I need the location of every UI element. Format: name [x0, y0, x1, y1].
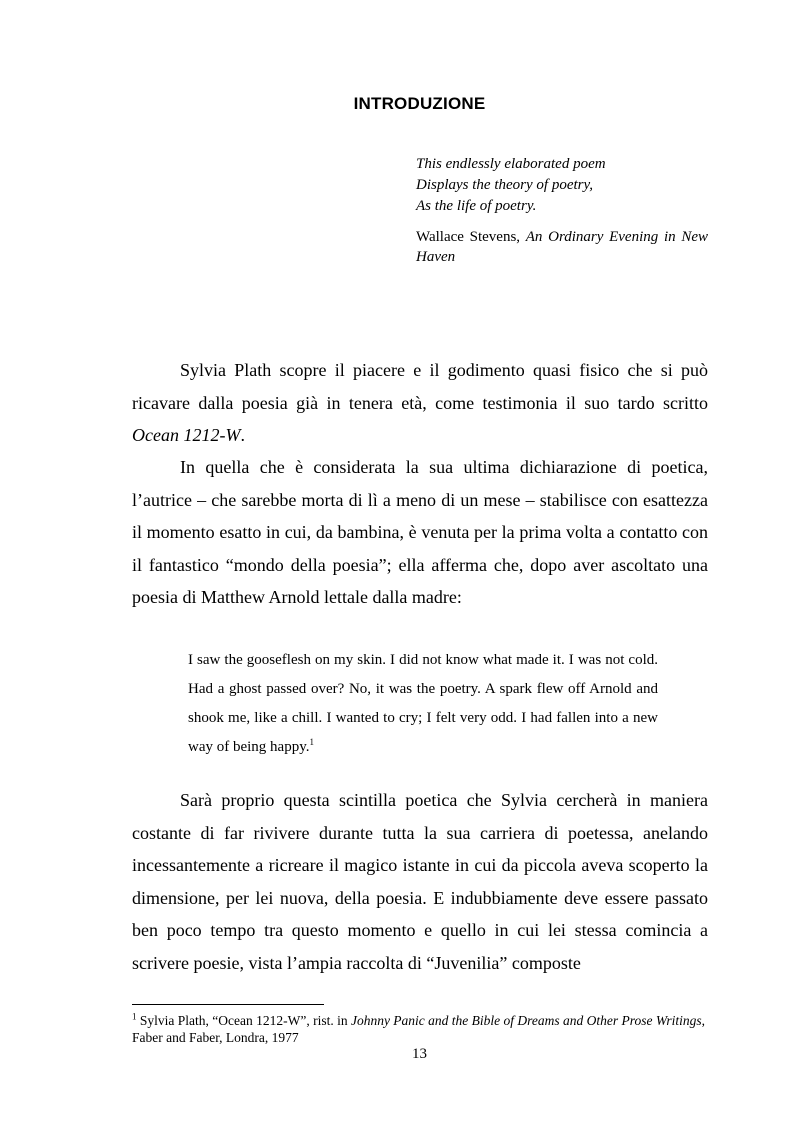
footnote-suffix: , Faber and Faber, Londra, 1977 — [132, 1013, 706, 1045]
paragraph-2: In quella che è considerata la sua ultima dichiarazione di poetica, l’autrice – che sarebbe morta di lì a meno di un mese – stabilisce con esattezza il momento esatto in cui, da bambina, è venuta per la prima volta a contatto con il fantastico “mondo della poesia”; ella afferma che, dopo aver ascoltato una poesia di Matthew Arnold lettale dalla madre: — [132, 457, 708, 607]
footnote-book-title: Johnny Panic and the Bible of Dreams and Other Prose Writings — [350, 1013, 702, 1028]
paragraph-1 — [132, 354, 708, 452]
paragraph-1-title: Ocean 1212-W — [132, 425, 241, 445]
footnote-prefix: Sylvia Plath, “Ocean 1212-W”, rist. in — [136, 1013, 351, 1028]
footnote-reference[interactable]: 1 — [309, 737, 314, 747]
epigraph-line: This endlessly elaborated poem — [416, 156, 606, 172]
block-quote — [188, 646, 658, 762]
paragraph-3: Sarà proprio questa scintilla poetica che Sylvia cercherà in maniera costante di far rivivere durante tutta la sua carriera di poetessa, anelando incessantemente a ricreare il magico istante in cui da piccola aveva scoperto la dimensione, per lei nuova, della poesia. E indubbiamente deve essere passato ben poco tempo tra questo momento e quello in cui lei stessa comincia a scrivere poesie, vista l’ampia raccolta di “Juvenilia” composte — [132, 790, 708, 973]
epigraph-work: An Ordinary Evening in New Haven — [416, 229, 708, 265]
footnote-divider — [132, 1004, 324, 1005]
epigraph-attribution — [416, 227, 708, 267]
footnote — [132, 1012, 708, 1046]
epigraph — [416, 154, 708, 267]
epigraph-line: Displays the theory of poetry, — [416, 177, 594, 193]
footnote-number: 1 — [132, 1011, 137, 1022]
epigraph-author: Wallace Stevens, — [416, 229, 526, 245]
paragraph-1-end: . — [240, 425, 245, 445]
paragraph-1-text: Sylvia Plath scopre il piacere e il godimento quasi fisico che si può ricavare dalla poesia già in tenera età, come testimonia il suo tardo scritto — [132, 360, 708, 413]
block-quote-text: I saw the gooseflesh on my skin. I did not know what made it. I was not cold. Had a ghost passed over? No, it was the poetry. A spark flew off Arnold and shook me, like a chill. I wanted to cry; I felt very odd. I had fallen into a new way of being happy. — [188, 652, 658, 755]
epigraph-line: As the life of poetry. — [416, 198, 537, 214]
chapter-heading: INTRODUZIONE — [353, 94, 486, 113]
page-number: 13 — [412, 1046, 427, 1062]
